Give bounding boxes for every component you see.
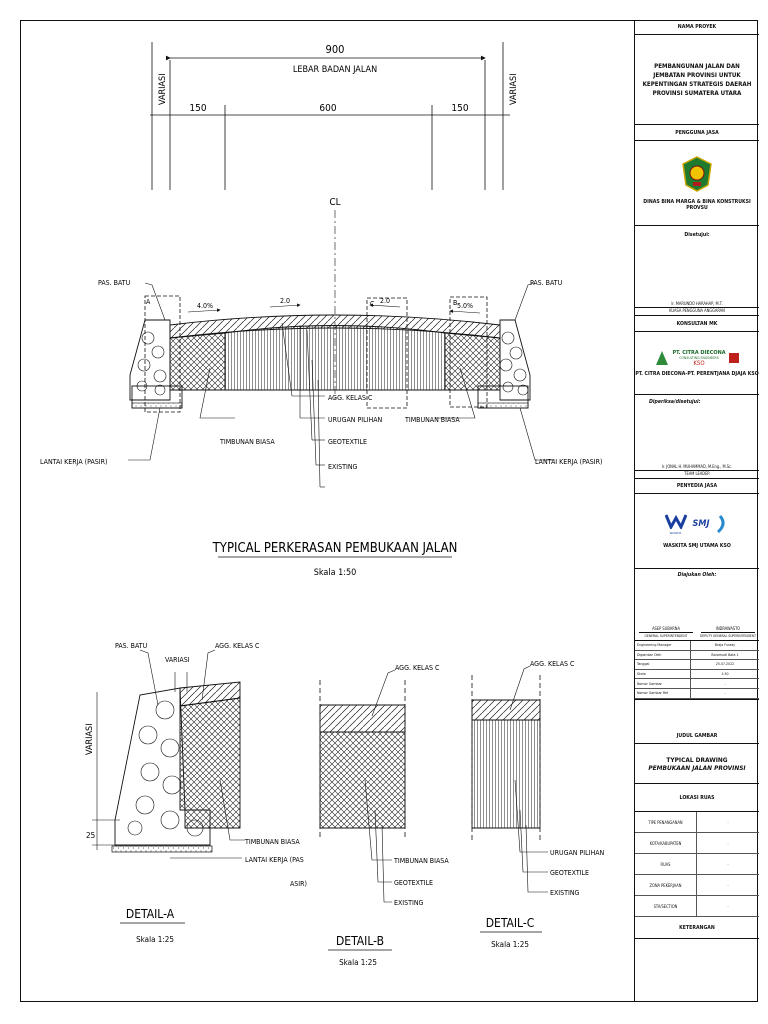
diajukan-label: Diajukan Oleh: <box>677 572 717 578</box>
info-row: Engineering Manager Braja Furady <box>635 641 759 651</box>
detail-c-agg: AGG. KELAS C <box>530 660 575 668</box>
svg-text:A: A <box>146 298 151 306</box>
dim-center: 600 <box>319 103 337 114</box>
checker-cell <box>635 395 759 479</box>
contractor-name: WASKITA SMJ UTAMA KSO <box>663 543 731 549</box>
slope-c: 2.0 <box>379 297 391 305</box>
detail-b-agg: AGG. KELAS C <box>395 664 440 672</box>
approver-name: Ir. MARUNDO HARAHAP, M.T. <box>671 301 723 306</box>
label-urugan-pilihan: URUGAN PILIHAN <box>328 416 383 424</box>
lokasi-row: RUAS - <box>635 854 759 875</box>
dim-right-shoulder: 150 <box>451 103 469 114</box>
detail-c-scale: Skala 1:25 <box>491 940 529 949</box>
diperiksa-label: Diperiksa/disetujui: <box>649 399 701 405</box>
info-row: Digambar Oleh Baramudi Bata 1 <box>635 651 759 661</box>
contractor-logos <box>665 513 730 535</box>
detail-a <box>92 672 240 852</box>
dim-total: 900 <box>325 43 345 56</box>
info-grid <box>635 641 759 700</box>
label-existing: EXISTING <box>328 463 358 471</box>
checker-name: Ir. JONAL H. MUHAMMAD, M.Eng., M.Sc. <box>661 464 733 469</box>
judul-1: TYPICAL DRAWING <box>666 755 728 764</box>
label-geotextile: GEOTEXTILE <box>328 438 368 446</box>
disetujui-label: Disetujui: <box>684 232 710 238</box>
detail-a-title: DETAIL-A <box>125 907 175 921</box>
waskita-logo: WASKITA <box>665 513 687 535</box>
main-scale: Skala 1:50 <box>313 568 357 578</box>
detail-c-urugan: URUGAN PILIHAN <box>550 849 605 857</box>
label-agg-kelas-c: AGG. KELAS C <box>328 394 373 402</box>
detail-b-geotextile: GEOTEXTILE <box>394 879 434 887</box>
drawing-canvas <box>20 20 635 1002</box>
detail-b-title: DETAIL-B <box>335 934 385 948</box>
detail-c-geotextile: GEOTEXTILE <box>550 869 590 877</box>
svg-text:B: B <box>453 299 458 307</box>
sign-right-name: INDRAWASTO <box>715 626 741 631</box>
main-title: TYPICAL PERKERASAN PEMBUKAAN JALAN <box>212 541 458 556</box>
variasi-right: VARIASI <box>509 73 519 105</box>
detail-b-timbunan: TIMBUNAN BIASA <box>394 857 449 865</box>
consultant-logo-icon <box>655 350 669 366</box>
info-row: Tanggal 25.07.2022 <box>635 660 759 670</box>
centerline-label: CL <box>329 197 341 208</box>
nama-proyek-head: NAMA PROYEK <box>635 20 759 35</box>
info-row: Nomor Gambar Ref - <box>635 689 759 699</box>
lokasi-row: TIPE PENANGANAN - <box>635 812 759 833</box>
judul-head: JUDUL GAMBAR <box>635 728 759 744</box>
lokasi-grid <box>635 812 759 917</box>
label-timbunan-left: TIMBUNAN BIASA <box>220 438 275 446</box>
detail-a-dim-25: 25 <box>86 831 96 840</box>
detail-c-existing: EXISTING <box>550 889 580 897</box>
sign-left-role: GENERAL SUPERINTENDENT <box>644 634 688 638</box>
detail-a-lantai: LANTAI KERJA (PAS <box>245 856 304 864</box>
contractor-cell <box>635 494 759 569</box>
wave-logo-icon <box>715 514 729 534</box>
perentjana-logo-icon <box>729 353 739 363</box>
waskita-logo-icon <box>665 513 687 529</box>
judul-2: PEMBUKAAN JALAN PROVINSI <box>648 763 746 772</box>
detail-a-pas-batu: PAS. BATU <box>115 642 148 650</box>
owner-cell <box>635 141 759 226</box>
detail-a-agg: AGG. KELAS C <box>215 642 260 650</box>
pengguna-jasa-head: PENGGUNA JASA <box>635 125 759 141</box>
slope-b: 2.0 <box>279 297 291 305</box>
label-timbunan-right: TIMBUNAN BIASA <box>405 416 460 424</box>
label-lantai-kerja-left: LANTAI KERJA (PASIR) <box>40 458 108 466</box>
lokasi-row: KOTA/KABUPATEN - <box>635 833 759 854</box>
detail-b-existing: EXISTING <box>394 899 424 907</box>
project-name: PEMBANGUNAN JALAN DAN JEMBATAN PROVINSI UNTUK KEPENTINGAN STRATEGIS DAERAH PROVINSI SUMATERA UTARA <box>635 35 759 125</box>
province-emblem-icon <box>680 155 714 193</box>
judul-cell <box>635 744 759 784</box>
sign-left-name: ASEP SUBARNA <box>652 626 680 631</box>
consultant-name: PT. CITRA DIECONA-PT. PERENTJANA DJAJA KSO <box>635 370 759 377</box>
detail-a-timbunan: TIMBUNAN BIASA <box>245 838 300 846</box>
variasi-left: VARIASI <box>158 73 168 105</box>
slope-a: 4.0% <box>197 302 213 310</box>
dim-total-label: LEBAR BADAN JALAN <box>292 65 378 75</box>
approval-cell <box>635 226 759 316</box>
detail-a-variasi-side: VARIASI <box>85 723 95 755</box>
info-row: Skala 1:50 <box>635 670 759 680</box>
label-lantai-kerja-right: LANTAI KERJA (PASIR) <box>535 458 603 466</box>
detail-a-lantai-tail: ASIR) <box>290 880 307 888</box>
detail-b-scale: Skala 1:25 <box>339 958 377 967</box>
label-pas-batu-right: PAS. BATU <box>530 279 563 287</box>
detail-b <box>320 680 405 840</box>
consultant-logo: PT. CITRA DIECONA CONSULTING ENGINEERS KSO <box>655 350 738 367</box>
penyedia-head: PENYEDIA JASA <box>635 479 759 494</box>
info-row: Nomor Gambar - <box>635 679 759 689</box>
svg-text:C: C <box>370 300 375 308</box>
detail-a-variasi-top: VARIASI <box>165 656 190 664</box>
smj-logo: SMJ <box>692 519 710 529</box>
approver-role: KUASA PENGGUNA ANGGARAN <box>669 308 725 313</box>
dim-left-shoulder: 150 <box>189 103 207 114</box>
consultant-cell <box>635 332 759 395</box>
lokasi-head: LOKASI RUAS <box>635 784 759 812</box>
lokasi-row: STA/SECTION - <box>635 896 759 917</box>
detail-c <box>472 675 540 840</box>
detail-a-scale: Skala 1:25 <box>136 935 174 944</box>
konsultan-head: KONSULTAN MK <box>635 316 759 332</box>
detail-c-title: DETAIL-C <box>485 916 535 930</box>
keterangan-head: KETERANGAN <box>635 917 759 939</box>
owner-name: DINAS BINA MARGA & BINA KONSTRUKSI PROVSU <box>643 199 751 211</box>
title-block <box>634 20 758 1002</box>
sign-right-role: DEPUTY GENERAL SUPERINTENDENT <box>699 634 756 638</box>
checker-role: TEAM LEADER <box>684 471 710 476</box>
submitted-cell <box>635 569 759 641</box>
slope-d: 5.0% <box>457 302 473 310</box>
lokasi-row: ZONA PEKERJAAN - <box>635 875 759 896</box>
label-pas-batu-left: PAS. BATU <box>98 279 131 287</box>
